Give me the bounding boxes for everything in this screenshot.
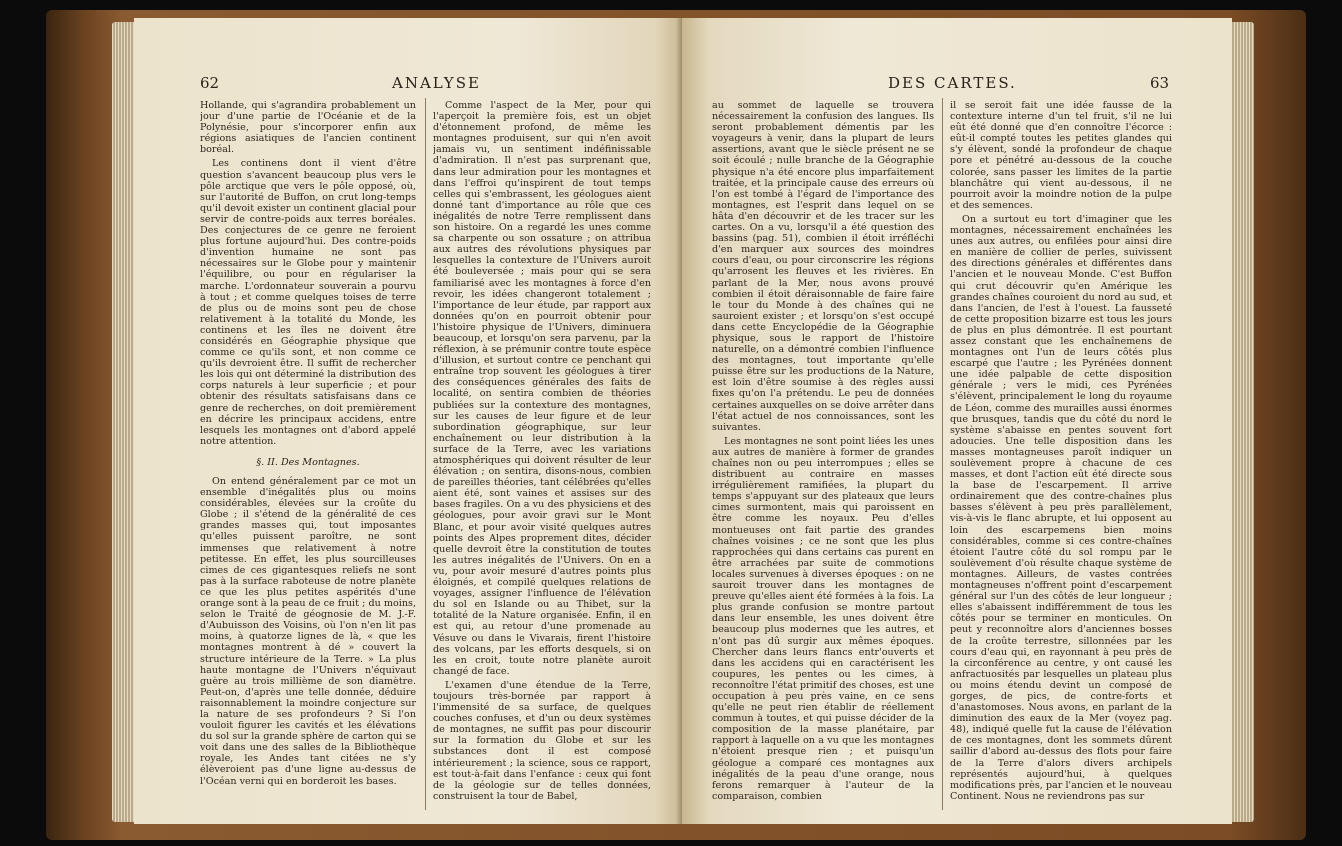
left-col-1 [200, 100, 416, 818]
section-heading: §. II. Des Montagnes. [256, 456, 360, 468]
paragraph: au sommet de laquelle se trouvera nécessairement la confusion des langues. Ils seront probablement démentis par les voyageurs à venir, dans la plupart de leurs assertions, avant que le siècle présent ne se soit écoulé ; nulle branche de la Géographie physique n'a été encore plus imparfaitement traitée, et la principale cause des erreurs où l'on est tombé à l'égard de l'importance des montagnes, est l'esprit dans lequel on se hâta d'en découvrir et de les tracer sur les cartes. On a vu, lorsqu'il a été question des bassins (pag. 51), combien il étoit irréfléchi d'en marquer aux sources des moindres cours d'eau, ou pour circonscrire les régions qu'arrosent les fleuves et les rivières. En parlant de la Mer, nous avons prouvé combien il étoit déraisonnable de faire faire le tour du Monde à des chaînes qui ne sauroient exister ; et lorsqu'on s'est occupé dans cette Encyclopédie de la Géographie physique, sous le rapport de l'histoire naturelle, on a démontré combien l'influence des montagnes, tout importante qu'elle puisse être sur les productions de la Nature, est loin d'être soumise à des règles aussi fixes qu'on l'a prétendu. Le peu de données certaines auxquelles on se doive arrêter dans l'état actuel de nos connoissances, sont les suivantes. [712, 100, 934, 433]
paragraph: il se seroit fait une idée fausse de la contexture interne d'un tel fruit, s'il ne lui eût été donné que d'en connoître l'écorce : eût-il compté toutes les petites glandes qui s'y élèvent, sondé la profondeur de chaque pore et pénétré au-dessous de la couche colorée, sans passer les limites de la partie blanchâtre qui vient au-dessous, il ne pourroit avoir la moindre notion de la pulpe et des semences. [950, 100, 1172, 211]
paragraph: Les continens dont il vient d'être question s'avancent beaucoup plus vers le pôle arctique que vers le pôle opposé, où, sur l'autorité de Buffon, on crut long-temps qu'il devoit exister un continent glacial pour servir de contre-poids aux terres boréales. Des conjectures de ce genre ne feroient plus fortune aujourd'hui. Des contre-poids d'invention humaine ne sont pas nécessaires sur le Globe pour y maintenir l'équilibre, ou pour en régulariser la marche. L'ordonnateur souverain a pourvu à tout ; et comme quelques toises de terre de plus ou de moins sont peu de chose relativement à la totalité du Monde, les continens et les îles ne doivent être considérés en Géographie physique que comme ce qu'ils sont, et non comme ce qu'ils devroient être. Il suffit de rechercher les lois qui ont déterminé la distribution des corps naturels à leur superficie ; et pour obtenir des résultats satisfaisans dans ce genre de recherches, on doit premièrement en décrire les principaux accidens, entre lesquels les montagnes ont d'abord appelé notre attention. [200, 158, 416, 447]
page-stack-right [1232, 22, 1254, 822]
column-rule [942, 98, 943, 810]
paragraph: L'examen d'une étendue de la Terre, toujours très-bornée par rapport à l'immensité de sa surface, de quelques couches confuses, et d'un ou deux systèmes de montagnes, ne suffit pas pour discourir sur la formation du Globe et sur les substances dont il est composé intérieurement ; la science, sous ce rapport, est tout-à-fait dans l'enfance : ceux qui font de la géologie sur de telles données, construisent la tour de Babel, [433, 679, 651, 802]
page-number-left: 62 [200, 74, 220, 92]
paragraph: Les montagnes ne sont point liées les unes aux autres de manière à former de grandes chaînes non ou peu interrompues ; elles se distribuent au contraire en masses irrégulièrement ramifiées, la plupart du temps s'appuyant sur des plateaux que leurs cimes surmontent, mais qui paroissent en être comme les noyaux. Peu d'elles montueuses ont fait partie des grandes chaînes voisines ; ce ne sont que les plus rapprochées qui dans certains cas purent en être arrachées par suite de commotions locales survenues à diverses époques : on ne sauroit trouver dans les montagnes de preuve qu'elles aient été formées à la fois. La plus grande confusion se montre partout dans leur ensemble, les unes doivent être beaucoup plus modernes que les autres, et n'ont pas dû surgir aux mêmes époques. Chercher dans leurs flancs entr'ouverts et dans les accidens qui en caractérisent les coupures, les pentes ou les cimes, à reconnoître l'état primitif des choses, est une occupation à peu près vaine, en ce sens qu'elle ne peut rien établir de réellement commun à toutes, et qui puisse décider de la composition de la masse planétaire, par rapport à laquelle on a vu que les montagnes n'étoient presque rien ; et puisqu'un géologue a comparé ces montagnes aux inégalités de la peau d'une orange, nous ferons remarquer à l'auteur de la comparaison, combien [712, 435, 934, 802]
paragraph: On a surtout eu tort d'imaginer que les montagnes, nécessairement enchaînées les unes aux autres, ou enfilées pour ainsi dire en manière de collier de perles, suivissent des directions générales et différentes dans l'ancien et le nouveau Monde. C'est Buffon qui crut découvrir qu'en Amérique les grandes chaînes couroient du nord au sud, et dans l'ancien, de l'est à l'ouest. La fausseté de cette proposition bizarre est tous les jours de plus en plus démontrée. Il est pourtant assez constant que les enchaînemens de montagnes ont l'un de leurs côtés plus escarpé que l'autre ; les Pyrénées donnent une idée palpable de cette disposition générale ; vers le midi, ces Pyrénées s'élèvent, principalement le long du royaume de Léon, comme des murailles aussi énormes que brusques, tandis que du côté du nord le système s'abaisse en pentes souvent fort adoucies. Une telle disposition dans les masses montagneuses paroît indiquer un soulèvement propre à chacune de ces masses, et dont l'action eût été directe sous la base de l'escarpement. Il arrive ordinairement que des contre-chaînes plus basses s'élèvent à peu près parallèlement, vis-à-vis le flanc abrupte, et lui opposent au loin des escarpemens bien moins considérables, comme si ces contre-chaînes étoient l'autre côté du sol rompu par le soulèvement d'où résulte chaque système de montagnes. Ailleurs, de vastes contrées montagneuses n'offrent point d'escarpement général sur l'un des côtés de leur longueur ; elles s'abaissent indifféremment de tous les côtés pour se terminer en monticules. On peut y reconnoître alors d'anciennes bosses de la croûte terrestre, sillonnées par les cours d'eau qui, en rayonnant à peu près de la circonférence au centre, y ont causé les anfractuosités par lesquelles un plateau plus ou moins étendu devint un composé de gorges, de pics, de contre-forts et d'anastomoses. Nous avons, en parlant de la diminution des eaux de la Mer (voyez pag. 48), indiqué quelle fut la cause de l'élévation de ces montagnes, dont les sommets dûrent saillir d'abord au-dessus des flots pour faire de la Terre d'alors divers archipels représentés aujourd'hui, à quelques modifications près, par l'ancien et le nouveau Continent. Nous ne reviendrons pas sur [950, 213, 1172, 802]
right-col-2 [950, 100, 1172, 818]
left-col-2 [433, 100, 651, 818]
paragraph: Comme l'aspect de la Mer, pour qui l'aperçoit la première fois, est un objet d'étonnement profond, de même les montagnes produisent, sur qui n'en avoit jamais vu, un sentiment indéfinissable d'admiration. Il n'est pas surprenant que, dans leur admiration pour les montagnes et dans l'effroi qu'inspirent de tout temps celles qui s'embrassent, les géologues aient donné tant d'importance au rôle que ces inégalités de notre Terre remplissent dans son histoire. On a regardé les unes comme sa charpente ou son ossature ; on attribua aux autres des révolutions physiques par lesquelles la contexture de l'Univers auroit été bouleversée ; mais pour qui se sera familiarisé avec les montagnes à force d'en revoir, les idées changeront totalement ; l'importance de leur étude, par rapport aux données qu'on en pourroit obtenir pour l'histoire physique de l'Univers, diminuera beaucoup, et lorsqu'on sera parvenu, par la réflexion, à se prémunir contre toute espèce d'illusion, et surtout contre ce penchant qui entraîne trop souvent les géologues à tirer des conséquences générales des faits de localité, on sentira combien de théories publiées sur la contexture des montagnes, sur les causes de leur figure et de leur subordination géographique, sur leur enchaînement ou leur distribution à la surface de la Terre, avec les variations atmosphériques qui doivent résulter de leur élévation ; on sentira, disons-nous, combien de pareilles théories, tant célébrées qu'elles aient été, sont vaines et assises sur des bases fragiles. On a vu des physiciens et des géologues, pour avoir gravi sur le Mont Blanc, et pour avoir visité quelques autres points des Alpes proprement dites, décider quelle devroit être la constitution de toutes les autres inégalités de l'Univers. On en a vu, pour avoir mesuré d'autres points plus éloignés, et compilé quelques relations de voyages, assigner l'influence de l'élévation du sol en Islande ou au Thibet, sur la totalité de la Nature organisée. Enfin, il en est qui, au retour d'une promenade au Vésuve ou dans le Vivarais, firent l'histoire des volcans, par les efforts desquels, si on les en croit, toute notre planète auroit changé de face. [433, 100, 651, 677]
running-head-left: ANALYSE [392, 74, 481, 92]
page-stack-left [112, 22, 134, 822]
column-rule [425, 98, 426, 810]
running-head-right: DES CARTES. [888, 74, 1017, 92]
right-col-1 [712, 100, 934, 818]
page-number-right: 63 [1150, 74, 1170, 92]
paragraph: On entend généralement par ce mot un ensemble d'inégalités plus ou moins considérables, élevées sur la croûte du Globe ; il s'étend de la généralité de ces grandes masses qui, tout imposantes qu'elles puissent paroître, ne sont immenses que relativement à notre petitesse. En effet, les plus sourcilleuses cimes de ces gigantesques reliefs ne sont pas à la surface raboteuse de notre planète ce que les plus petites aspérités d'une orange sont à la peau de ce fruit ; du moins, selon le Traité de géognosie de M. J.-F. d'Aubuisson des Voisins, où l'on n'en lit pas moins, à quatorze lignes de là, « que les montagnes montrent à dé » couvert la structure intérieure de la Terre. » La plus haute montagne de l'Univers n'équivaut guère au trois millième de son diamètre. Peut-on, d'après une telle donnée, déduire raisonnablement la moindre conjecture sur la nature de ses profondeurs ? Si l'on vouloit figurer les cavités et les élévations du sol sur la grande sphère de carton qui se voit dans une des salles de la Bibliothèque royale, les Andes tant citées ne s'y élèveroient pas d'une ligne au-dessus de l'Océan verni qui en borderoit les bases. [200, 476, 416, 787]
paragraph: Hollande, qui s'agrandira probablement un jour d'une partie de l'Océanie et de la Polynésie, pour s'incorporer enfin aux régions asiatiques de l'ancien continent boréal. [200, 100, 416, 156]
right-page [682, 18, 1232, 824]
left-page [134, 18, 682, 824]
